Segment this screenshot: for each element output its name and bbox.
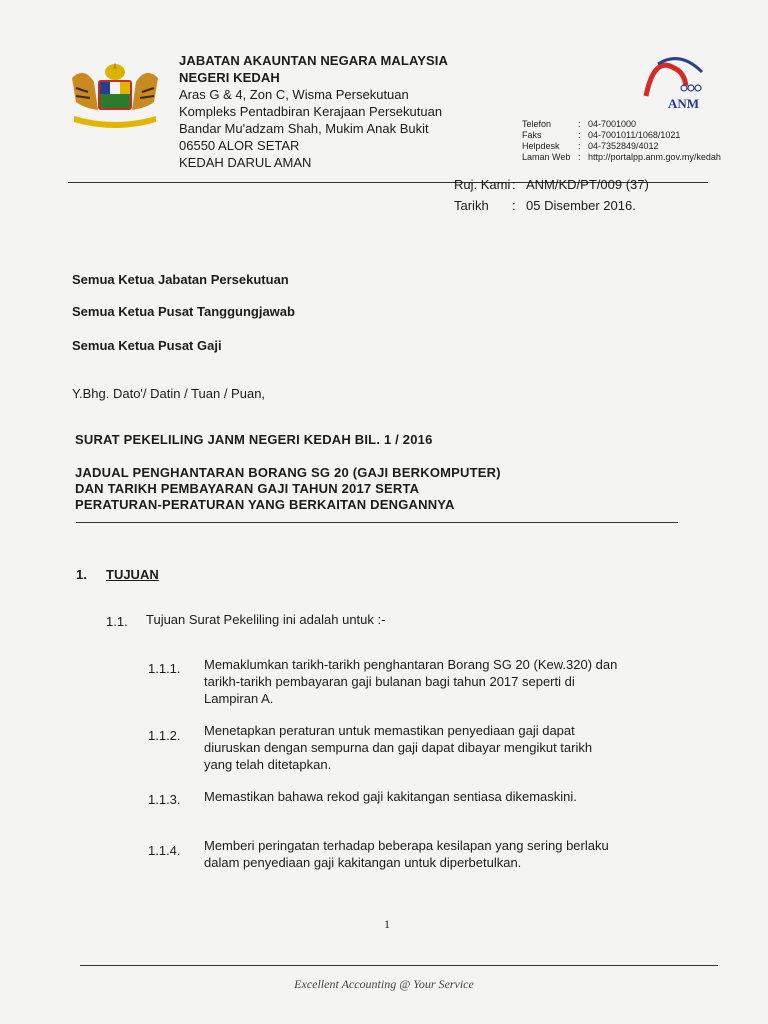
organisation-state: NEGERI KEDAH [179, 70, 280, 85]
coat-of-arms-icon [64, 58, 166, 134]
item-line: Memberi peringatan terhadap beberapa kesilapan yang sering berlaku [204, 838, 609, 853]
section-title: TUJUAN [106, 567, 159, 582]
item-line: tarikh-tarikh pembayaran gaji bulanan bagi tahun 2017 seperti di [204, 674, 575, 689]
contact-label: Laman Web [522, 152, 571, 162]
item-number: 1.1.4. [148, 843, 181, 858]
subject-line: DAN TARIKH PEMBAYARAN GAJI TAHUN 2017 SERTA [75, 481, 420, 496]
item-text [204, 722, 692, 773]
date-value: 05 Disember 2016. [526, 198, 636, 213]
address-line: KEDAH DARUL AMAN [179, 155, 312, 170]
address-line: Aras G & 4, Zon C, Wisma Persekutuan [179, 87, 409, 102]
item-text [204, 788, 692, 805]
item-text [204, 656, 692, 707]
item-text [204, 837, 692, 871]
contact-value: 04-7352849/4012 [588, 141, 659, 151]
contact-row: Helpdesk : 04-7352849/4012 [522, 141, 659, 151]
contact-row: Laman Web : http://portalpp.anm.gov.my/kedah [522, 152, 721, 162]
subject-line: JADUAL PENGHANTARAN BORANG SG 20 (GAJI BERKOMPUTER) [75, 465, 501, 480]
page-number: 1 [384, 917, 390, 931]
item-number: 1.1.3. [148, 792, 181, 807]
contact-label: Faks [522, 130, 542, 140]
subject-rule [76, 522, 678, 523]
reference-row: Ruj. Kami : ANM/KD/PT/009 (37) [454, 174, 649, 195]
contact-value: 04-7001000 [588, 119, 637, 129]
item-number: 1.1.1. [148, 661, 181, 676]
item-line: Menetapkan peraturan untuk memastikan penyediaan gaji dapat [204, 723, 575, 738]
contact-value: 04-7001011/1068/1021 [588, 130, 681, 140]
anm-logo-text: ANM [668, 96, 700, 111]
circular-title: SURAT PEKELILING JANM NEGERI KEDAH BIL. 1 / 2016 [75, 432, 433, 447]
organisation-block [179, 52, 448, 171]
reference-value: ANM/KD/PT/009 (37) [526, 177, 649, 192]
recipient-line: Semua Ketua Jabatan Persekutuan [72, 272, 289, 287]
contact-label: Telefon [522, 119, 552, 129]
item-line: yang telah ditetapkan. [204, 757, 332, 772]
reference-label: Ruj. Kami [454, 177, 511, 192]
section-number: 1. [76, 567, 87, 582]
reference-block [454, 174, 649, 216]
date-row: Tarikh : 05 Disember 2016. [454, 195, 649, 216]
paragraph-number: 1.1. [106, 614, 128, 629]
item-line: diuruskan dengan sempurna dan gaji dapat dibayar mengikut tarikh [204, 740, 593, 755]
contact-label: Helpdesk [522, 141, 560, 151]
salutation: Y.Bhg. Dato'/ Datin / Tuan / Puan, [72, 386, 266, 401]
item-line: Memaklumkan tarikh-tarikh penghantaran Borang SG 20 (Kew.320) dan [204, 657, 618, 672]
address-line: Bandar Mu'adzam Shah, Mukim Anak Bukit [179, 121, 429, 136]
contact-block [522, 119, 721, 163]
footer-tagline: Excellent Accounting @ Your Service [294, 977, 474, 991]
recipient-line: Semua Ketua Pusat Gaji [72, 338, 222, 353]
paragraph-text: Tujuan Surat Pekeliling ini adalah untuk :- [146, 612, 386, 627]
address-line: 06550 ALOR SETAR [179, 138, 300, 153]
address-line: Kompleks Pentadbiran Kerajaan Persekutuan [179, 104, 443, 119]
recipient-line: Semua Ketua Pusat Tanggungjawab [72, 304, 295, 319]
footer-rule [80, 965, 718, 966]
item-number: 1.1.2. [148, 728, 181, 743]
contact-row: Faks : 04-7001011/1068/1021 [522, 130, 681, 140]
item-line: Lampiran A. [204, 691, 274, 706]
item-line: Memastikan bahawa rekod gaji kakitangan sentiasa dikemaskini. [204, 789, 577, 804]
contact-row: Telefon : 04-7001000 [522, 119, 637, 129]
organisation-name: JABATAN AKAUNTAN NEGARA MALAYSIA [179, 53, 448, 68]
contact-value: http://portalpp.anm.gov.my/kedah [588, 152, 721, 162]
subject-line: PERATURAN-PERATURAN YANG BERKAITAN DENGANNYA [75, 497, 455, 512]
item-line: dalam penyediaan gaji kakitangan untuk diperbetulkan. [204, 855, 522, 870]
date-label: Tarikh [454, 198, 489, 213]
